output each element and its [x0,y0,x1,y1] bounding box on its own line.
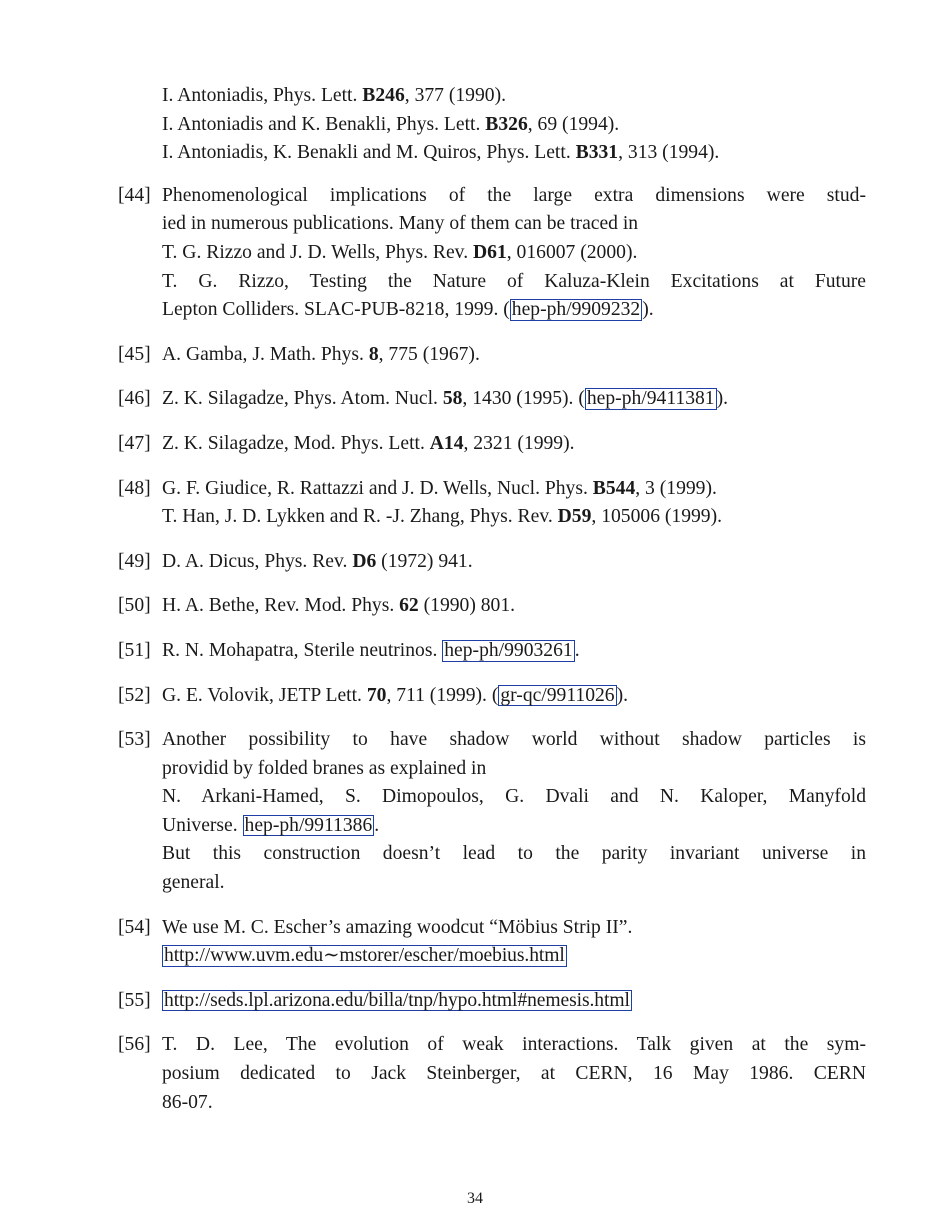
citation-text: D. A. Dicus, Phys. Rev. [162,550,353,572]
volume: D59 [557,506,592,528]
arxiv-link[interactable]: hep-ph/9411381 [586,388,715,410]
citation-line [162,139,866,168]
citation-line [162,682,866,711]
reference-52 [118,682,866,711]
citation-line [162,82,866,111]
reference-text: 86-07. [162,1091,213,1113]
reference-text: general. [162,872,225,894]
reference-number: [55] [118,989,151,1011]
reference-55 [118,987,866,1016]
citation-text: , 016007 (2000). [506,241,638,263]
citation-text: ). [716,388,729,410]
reference-47 [118,430,866,459]
citation-line [162,430,866,459]
citation-line [162,637,866,666]
reference-list [118,82,866,1133]
reference-text: Phenomenological implications of the large extra dimensions were stud- [162,184,866,206]
citation-line [162,592,866,621]
reference-51 [118,637,866,666]
citation-text: Z. K. Silagadze, Mod. Phys. Lett. [162,432,430,454]
reference-45 [118,341,866,370]
reference-54 [118,914,866,971]
citation-text: I. Antoniadis, K. Benakli and M. Quiros, Phys. Lett. [162,142,576,164]
citation-line [162,111,866,140]
volume: 70 [366,684,387,706]
citation-text: T. Han, J. D. Lykken and R. -J. Zhang, Phys. Rev. [162,506,558,528]
volume: 8 [368,343,379,365]
citation-text: G. F. Giudice, R. Rattazzi and J. D. Wells, Nucl. Phys. [162,477,593,499]
reference-number: [49] [118,550,151,572]
volume: D6 [352,550,377,572]
reference-text: providid by folded branes as explained in [162,757,487,779]
volume: D61 [473,241,507,263]
citation-text: (1972) 941. [376,550,473,572]
reference-text: We use M. C. Escher’s amazing woodcut “Möbius Strip II”. [162,916,633,938]
reference-46 [118,385,866,414]
citation-text: H. A. Bethe, Rev. Mod. Phys. [162,595,400,617]
citation-line [162,475,866,504]
citation-text: I. Antoniadis and K. Benakli, Phys. Lett. [162,113,486,135]
reference-text: posium dedicated to Jack Steinberger, at CERN, 16 May 1986. CERN [162,1063,866,1085]
reference-number: [54] [118,916,151,938]
reference-text: ied in numerous publications. Many of them can be traced in [162,213,639,235]
reference-43-continuation [118,82,866,168]
reference-number: [53] [118,729,151,751]
citation-line [162,385,866,414]
citation-text: , 2321 (1999). [463,432,575,454]
reference-number: [52] [118,684,151,706]
citation-text: (1990) 801. [418,595,516,617]
volume: 58 [442,388,463,410]
citation-text: . [574,639,580,661]
reference-text: But this construction doesn’t lead to the parity invariant universe in [162,843,866,865]
url-link[interactable]: http://seds.lpl.arizona.edu/billa/tnp/hypo.html#nemesis.html [164,989,630,1011]
citation-text: , 105006 (1999). [591,506,723,528]
reference-56 [118,1031,866,1117]
citation-line [162,239,866,268]
citation-text: Universe. [162,814,243,836]
volume: B246 [362,85,405,106]
volume: B544 [592,477,636,499]
volume: A14 [429,432,464,454]
citation-line [162,812,866,841]
citation-text: ). [616,684,629,706]
arxiv-link[interactable]: hep-ph/9911386 [244,814,373,836]
citation-text: Lepton Colliders. SLAC-PUB-8218, 1999. ( [162,299,510,321]
volume: B326 [485,113,528,135]
reference-text: N. Arkani-Hamed, S. Dimopoulos, G. Dvali and N. Kaloper, Manyfold [162,786,866,808]
citation-line [162,296,866,325]
page-number: 34 [467,1190,483,1207]
volume: 62 [399,595,419,617]
citation-line [162,503,866,532]
citation-text: , 1430 (1995). ( [462,388,585,410]
citation-text: T. G. Rizzo and J. D. Wells, Phys. Rev. [162,241,473,263]
reference-number: [51] [118,639,151,661]
citation-text: , 313 (1994). [618,142,720,164]
reference-number: [47] [118,432,151,454]
reference-number: [50] [118,595,151,617]
reference-number: [46] [118,388,151,410]
reference-text: T. D. Lee, The evolution of weak interactions. Talk given at the sym- [162,1034,866,1056]
volume: B331 [575,142,619,164]
citation-text: ). [642,299,654,321]
reference-50 [118,592,866,621]
reference-49 [118,548,866,577]
arxiv-link[interactable]: hep-ph/9909232 [511,299,641,321]
citation-text: , 711 (1999). ( [386,684,499,706]
citation-text: , 775 (1967). [378,343,480,365]
arxiv-link[interactable]: hep-ph/9903261 [444,639,573,661]
reference-number: [44] [118,184,151,206]
citation-text: R. N. Mohapatra, Sterile neutrinos. [162,639,443,661]
url-link[interactable]: http://www.uvm.edu∼mstorer/escher/moebius.html [164,945,565,967]
citation-text: , 377 (1990). [404,85,506,106]
reference-number: [45] [118,343,151,365]
citation-text: G. E. Volovik, JETP Lett. [162,684,367,706]
reference-48 [118,475,866,532]
citation-text: , 69 (1994). [527,113,620,135]
citation-line [162,341,866,370]
citation-text: I. Antoniadis, Phys. Lett. [162,85,363,106]
reference-text: Another possibility to have shadow world without shadow particles is [162,729,866,751]
citation-line [162,548,866,577]
arxiv-link[interactable]: gr-qc/9911026 [500,684,615,706]
reference-53 [118,726,866,898]
citation-text: . [374,814,380,836]
reference-text: T. G. Rizzo, Testing the Nature of Kaluza-Klein Excitations at Future [162,270,866,292]
reference-44 [118,182,866,325]
citation-text: Z. K. Silagadze, Phys. Atom. Nucl. [162,388,443,410]
reference-number: [56] [118,1034,151,1056]
citation-text: , 3 (1999). [635,477,717,499]
reference-number: [48] [118,477,151,499]
citation-text: A. Gamba, J. Math. Phys. [162,343,369,365]
